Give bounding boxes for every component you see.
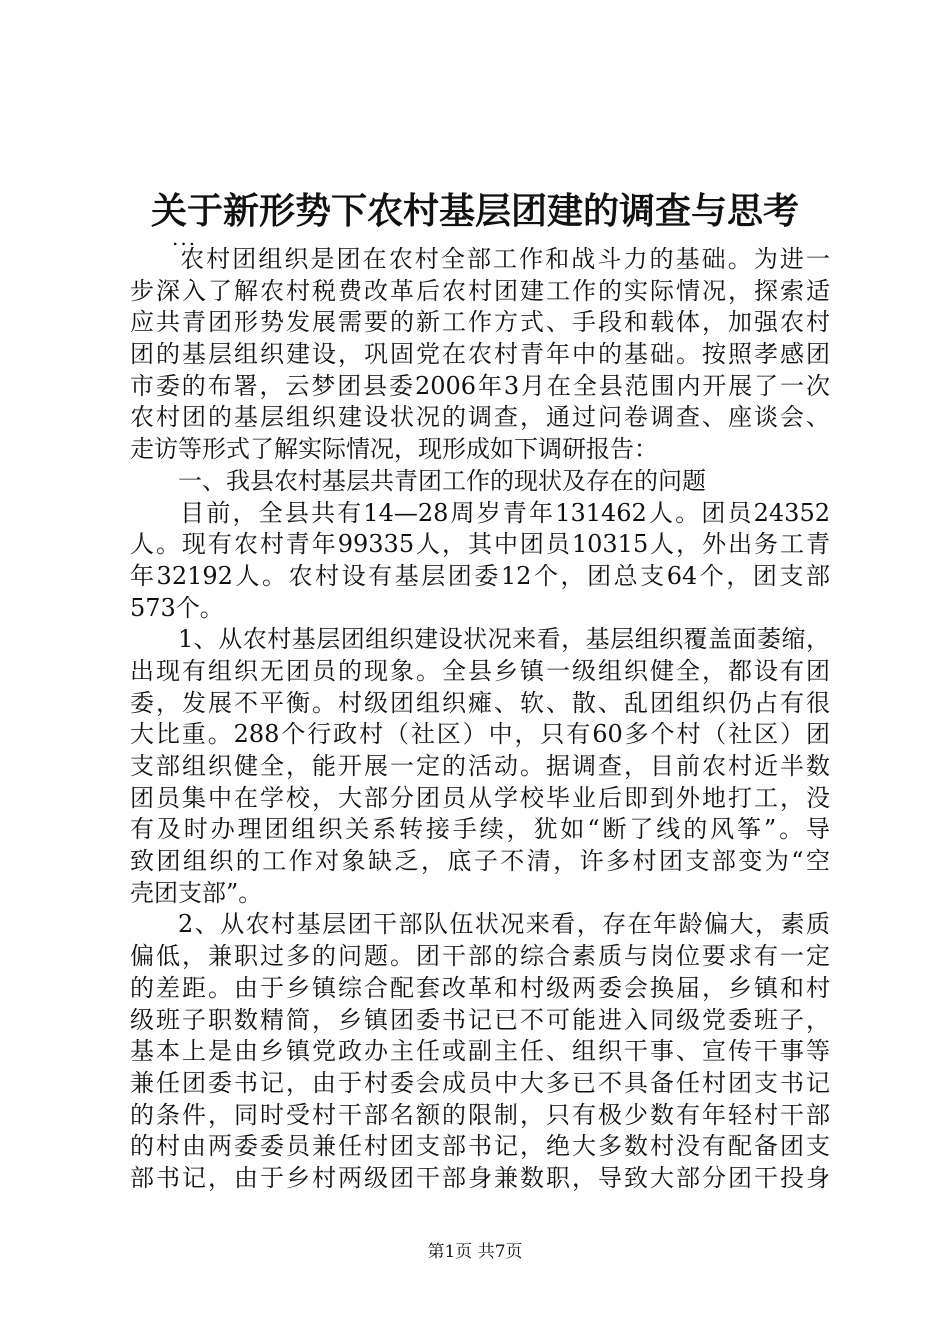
body-line: 的差距。由于乡镇综合配套改革和村级两委会换届，乡镇和村 xyxy=(130,973,830,1002)
body-line: 团的基层组织建设，巩固党在农村青年中的基础。按照孝感团 xyxy=(130,340,830,369)
body-line: 的村由两委委员兼任村团支部书记，绝大多数村没有配备团支 xyxy=(130,1132,830,1161)
body-line: 农村团的基层组织建设状况的调查，通过问卷调查、座谈会、 xyxy=(130,403,830,432)
body-line: 步深入了解农村税费改革后农村团建工作的实际情况，探索适 xyxy=(130,276,830,305)
body-line: 走访等形式了解实际情况，现形成如下调研报告： xyxy=(130,435,658,464)
ellipsis-mark: ... xyxy=(172,226,198,250)
body-line: 573个。 xyxy=(130,593,224,622)
body-line: 目前，全县共有14—28周岁青年131462人。团员24352 xyxy=(178,498,830,527)
body-line: 壳团支部”。 xyxy=(130,878,263,907)
document-title: 关于新形势下农村基层团建的调查与思考 xyxy=(150,190,799,232)
body-line: 农村团组织是团在农村全部工作和战斗力的基础。为进一 xyxy=(178,245,830,273)
document-body xyxy=(130,244,830,1195)
page-footer: 第1页 共7页 xyxy=(427,1242,523,1262)
body-line: 部书记，由于乡村两级团干部身兼数职，导致大部分团干投身 xyxy=(130,1163,830,1192)
body-line: 出现有组织无团员的现象。全县乡镇一级组织健全，都设有团 xyxy=(130,656,830,685)
body-line: 基本上是由乡镇党政办主任或副主任、组织干事、宣传干事等 xyxy=(130,1037,830,1066)
body-line: 兼任团委书记，由于村委会成员中大多已不具备任村团支书记 xyxy=(130,1068,830,1097)
body-line: 级班子职数精简，乡镇团委书记已不可能进入同级党委班子， xyxy=(130,1005,830,1034)
body-line: 人。现有农村青年99335人，其中团员10315人，外出务工青 xyxy=(130,530,830,559)
body-line: 团员集中在学校，大部分团员从学校毕业后即到外地打工，没 xyxy=(130,783,830,812)
body-line: 致团组织的工作对象缺乏，底子不清，许多村团支部变为“空 xyxy=(130,847,830,876)
body-line: 2、从农村基层团干部队伍状况来看，存在年龄偏大，素质 xyxy=(178,910,830,939)
section-heading: 一、我县农村基层共青团工作的现状及存在的问题 xyxy=(178,466,706,495)
body-line: 有及时办理团组织关系转接手续，犹如“断了线的风筝”。导 xyxy=(130,815,830,844)
body-line: 委，发展不平衡。村级团组织瘫、软、散、乱团组织仍占有很 xyxy=(130,688,830,717)
body-line: 大比重。288个行政村（社区）中，只有60多个村（社区）团 xyxy=(130,720,830,749)
body-line: 的条件，同时受村干部名额的限制，只有极少数有年轻村干部 xyxy=(130,1100,830,1129)
body-line: 年32192人。农村设有基层团委12个，团总支64个，团支部 xyxy=(130,561,830,590)
body-line: 1、从农村基层团组织建设状况来看，基层组织覆盖面萎缩， xyxy=(178,625,830,654)
body-line: 市委的布署，云梦团县委2006年3月在全县范围内开展了一次 xyxy=(130,371,830,400)
body-line: 应共青团形势发展需要的新工作方式、手段和载体，加强农村 xyxy=(130,308,830,337)
body-line: 支部组织健全，能开展一定的活动。据调查，目前农村近半数 xyxy=(130,752,830,780)
body-line: 偏低，兼职过多的问题。团干部的综合素质与岗位要求有一定 xyxy=(130,942,830,971)
